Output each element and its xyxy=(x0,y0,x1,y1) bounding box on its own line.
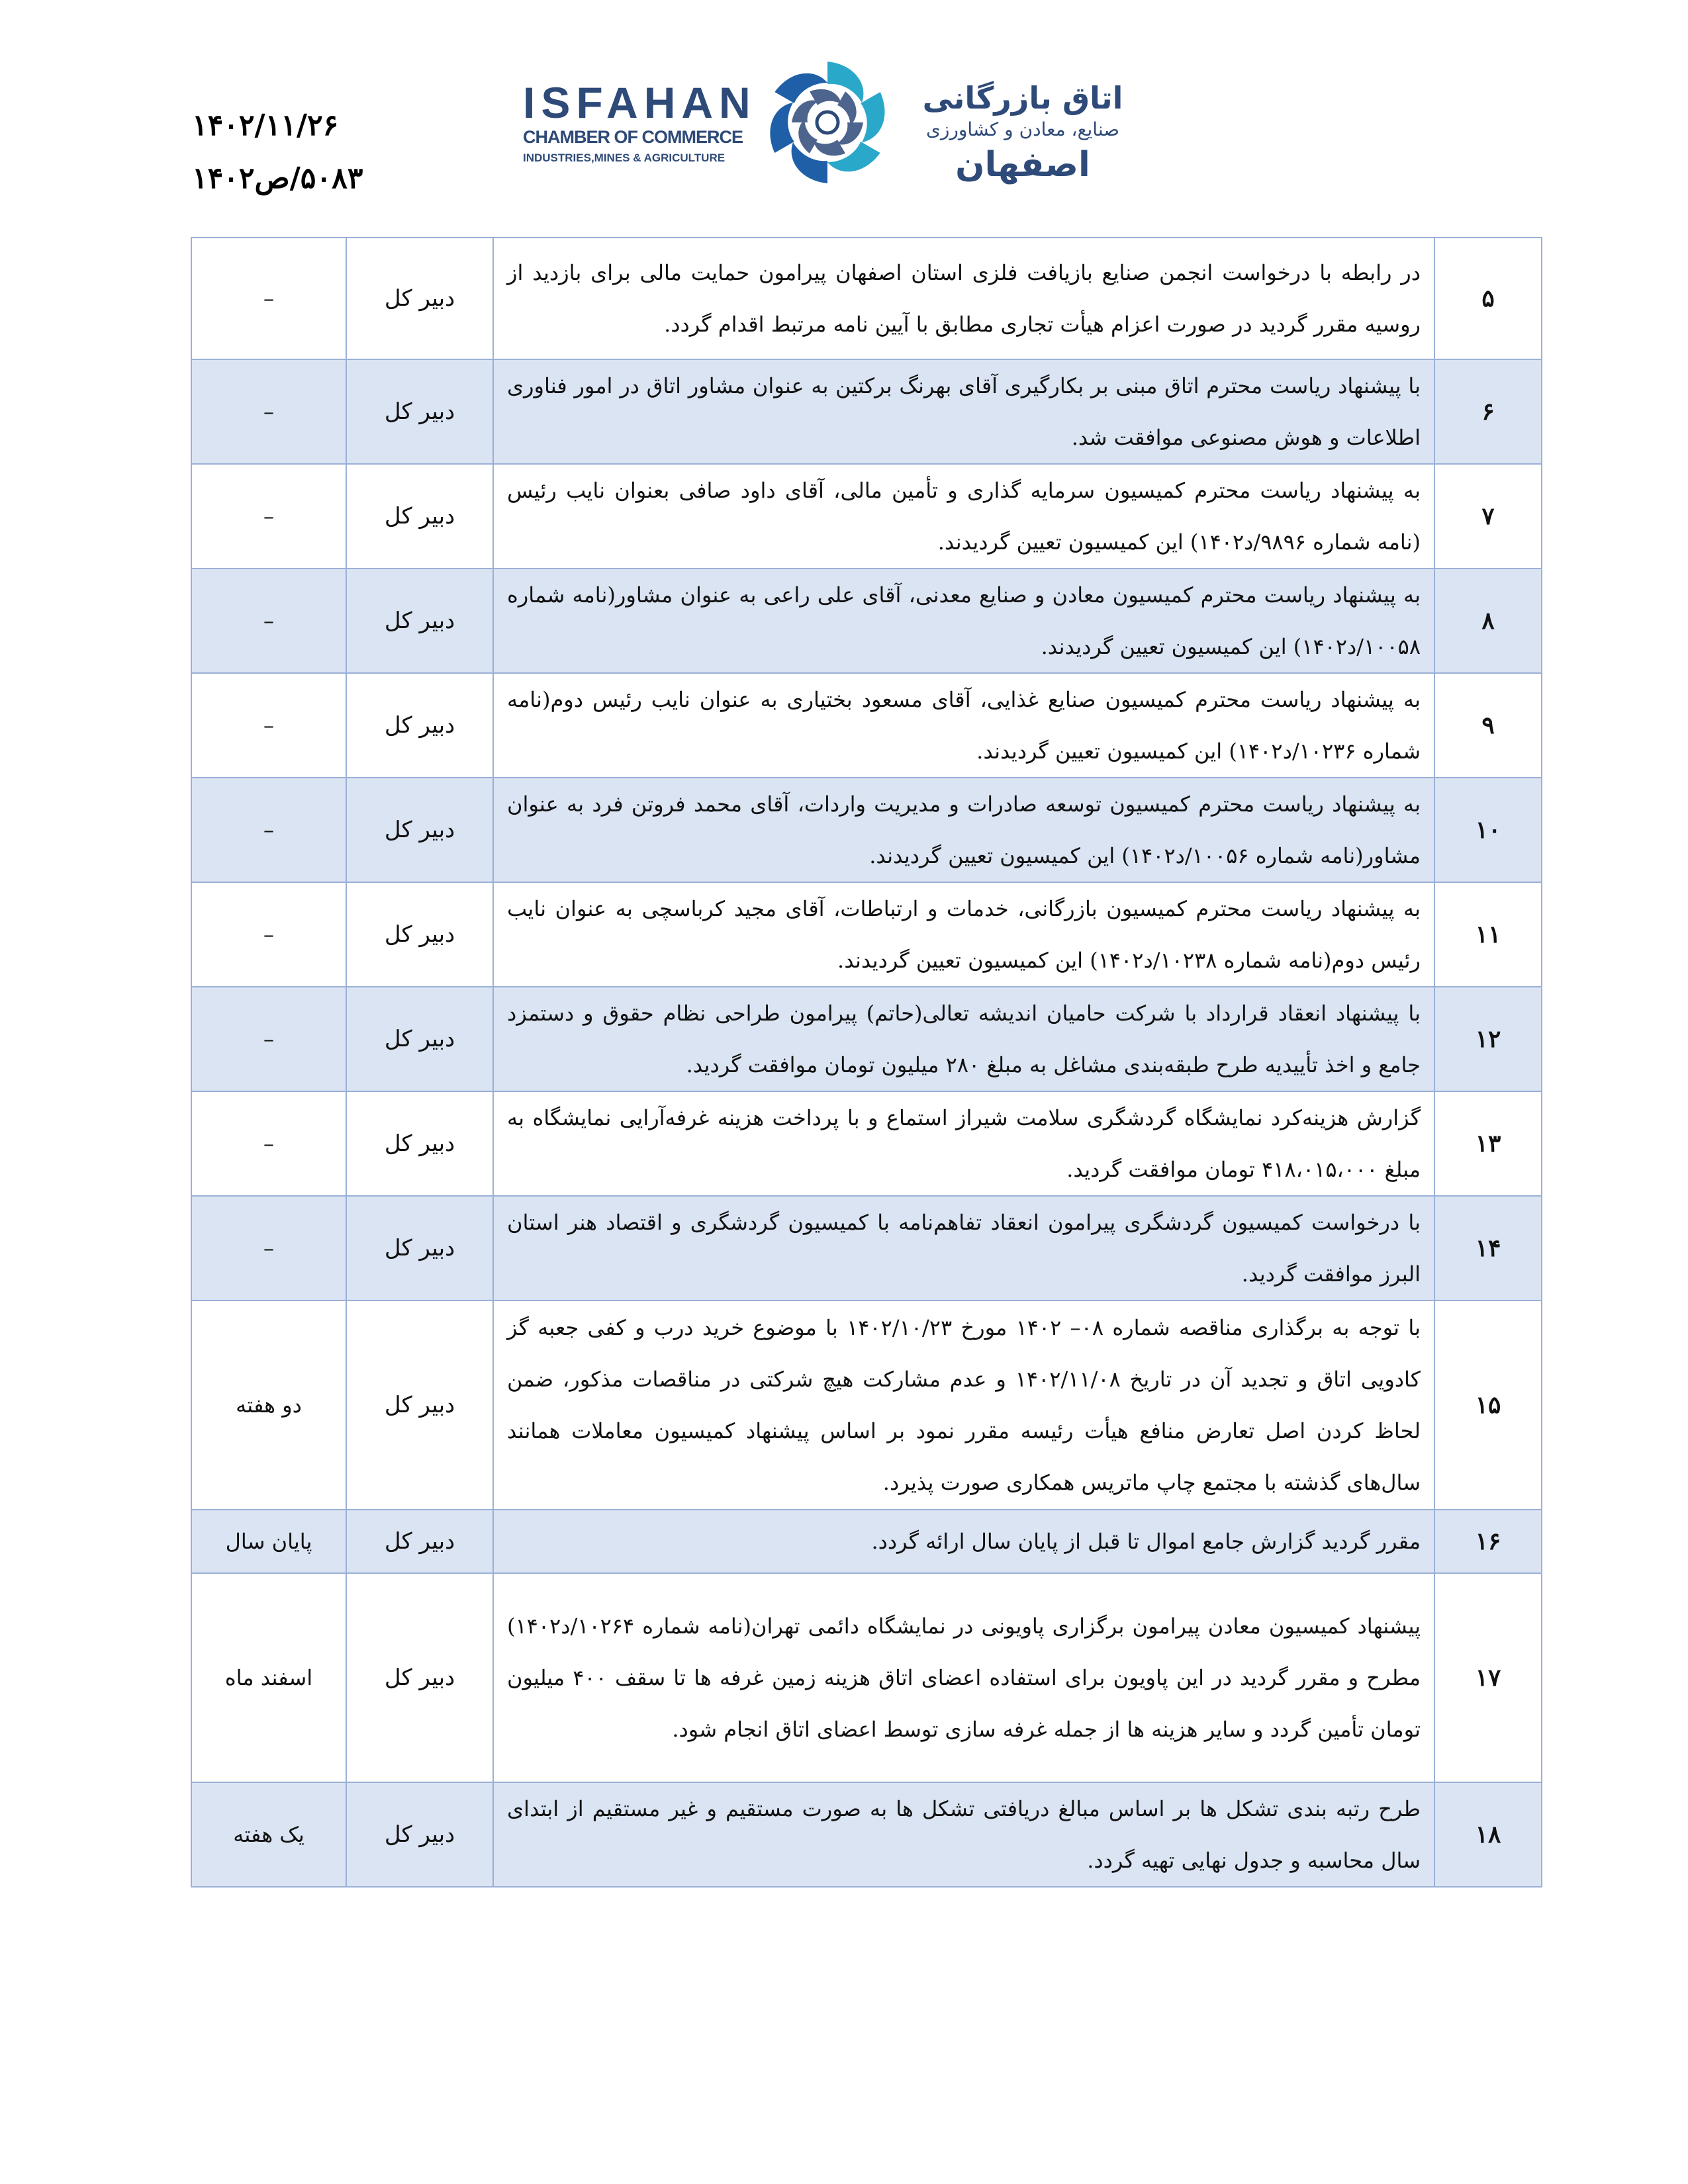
row-deadline: – xyxy=(191,1091,346,1196)
logo-fa-line1: اتاق بازرگانی xyxy=(922,80,1123,116)
row-responsible: دبیر کل xyxy=(346,1091,493,1196)
row-number: ۱۰ xyxy=(1434,778,1542,882)
row-deadline: – xyxy=(191,778,346,882)
row-responsible: دبیر کل xyxy=(346,359,493,464)
row-number: ۸ xyxy=(1434,569,1542,673)
row-responsible: دبیر کل xyxy=(346,1300,493,1510)
row-deadline: – xyxy=(191,882,346,987)
row-responsible: دبیر کل xyxy=(346,238,493,359)
logo-english xyxy=(523,79,761,168)
row-description: طرح رتبه بندی تشکل ها بر اساس مبالغ دریافتی تشکل ها به صورت مستقیم و غیر مستقیم از ابتدای سال محاسبه و جدول نهایی تهیه گردد. xyxy=(493,1782,1434,1887)
row-deadline: دو هفته xyxy=(191,1300,346,1510)
logo-fa-line3: اصفهان xyxy=(955,145,1090,185)
row-responsible: دبیر کل xyxy=(346,778,493,882)
table-row xyxy=(191,778,1542,882)
row-description: با پیشنهاد انعقاد قرارداد با شرکت حامیان اندیشه تعالی(حاتم) پیرامون طراحی نظام حقوق و دستمزد جامع و اخذ تأییدیه طرح طبقه‌بندی مشاغل به مبلغ ۲۸۰ میلیون تومان موافقت گردید. xyxy=(493,987,1434,1091)
row-responsible: دبیر کل xyxy=(346,1782,493,1887)
table-row xyxy=(191,882,1542,987)
row-responsible: دبیر کل xyxy=(346,987,493,1091)
table-row xyxy=(191,987,1542,1091)
table-row xyxy=(191,1782,1542,1887)
row-description: پیشنهاد کمیسیون معادن پیرامون برگزاری پاویونی در نمایشگاه دائمی تهران(نامه شماره ۱۰۲۶۴/د۱۴۰۲) مطرح و مقرر گردید در این پاویون برای استفاده اعضای اتاق هزینه زمین غرفه ها تا سقف ۴۰۰ میلیون تومان تأمین گردد و سایر هزینه ها از جمله غرفه سازی توسط اعضای اتاق انجام شود. xyxy=(493,1573,1434,1782)
row-deadline: پایان سال xyxy=(191,1510,346,1573)
row-description: به پیشنهاد ریاست محترم کمیسیون سرمایه گذاری و تأمین مالی، آقای داود صافی بعنوان نایب رئیس (نامه شماره ۹۸۹۶/د۱۴۰۲) این کمیسیون تعیین گردیدند. xyxy=(493,464,1434,569)
logo-en-line2: CHAMBER OF COMMERCE xyxy=(523,127,743,147)
table-row xyxy=(191,673,1542,778)
logo-fa-line2: صنایع، معادن و کشاورزی xyxy=(925,118,1120,140)
row-responsible: دبیر کل xyxy=(346,1196,493,1300)
row-responsible: دبیر کل xyxy=(346,882,493,987)
row-number: ۷ xyxy=(1434,464,1542,569)
row-responsible: دبیر کل xyxy=(346,1510,493,1573)
table-row xyxy=(191,238,1542,359)
chamber-logo-icon xyxy=(761,56,894,189)
row-description: به پیشنهاد ریاست محترم کمیسیون توسعه صادرات و مدیریت واردات، آقای محمد فروتن فرد به عنوان مشاور(نامه شماره ۱۰۰۵۶/د۱۴۰۲) این کمیسیون تعیین گردیدند. xyxy=(493,778,1434,882)
letter-date: ۱۴۰۲/۱۱/۲۶ xyxy=(192,109,339,142)
row-number: ۱۷ xyxy=(1434,1573,1542,1782)
row-deadline: – xyxy=(191,359,346,464)
row-responsible: دبیر کل xyxy=(346,464,493,569)
resolutions-table xyxy=(191,237,1542,1888)
row-responsible: دبیر کل xyxy=(346,673,493,778)
logo-persian xyxy=(904,79,1142,187)
row-number: ۵ xyxy=(1434,238,1542,359)
row-number: ۱۳ xyxy=(1434,1091,1542,1196)
row-description: به پیشنهاد ریاست محترم کمیسیون معادن و صنایع معدنی، آقای علی راعی به عنوان مشاور(نامه شماره ۱۰۰۵۸/د۱۴۰۲) این کمیسیون تعیین گردیدند. xyxy=(493,569,1434,673)
row-description: به پیشنهاد ریاست محترم کمیسیون صنایع غذایی، آقای مسعود بختیاری به عنوان نایب رئیس دوم(نامه شماره ۱۰۲۳۶/د۱۴۰۲) این کمیسیون تعیین گردیدند. xyxy=(493,673,1434,778)
row-deadline: – xyxy=(191,987,346,1091)
letter-number: ۵۰۸۳/ص۱۴۰۲ xyxy=(192,161,363,195)
letter-meta xyxy=(192,99,363,205)
row-description: با درخواست کمیسیون گردشگری پیرامون انعقاد تفاهم‌نامه با کمیسیون گردشگری و اقتصاد هنر استان البرز موافقت گردید. xyxy=(493,1196,1434,1300)
logo-en-line3: INDUSTRIES,MINES & AGRICULTURE xyxy=(523,152,726,164)
table-row xyxy=(191,359,1542,464)
row-number: ۱۱ xyxy=(1434,882,1542,987)
table-row xyxy=(191,1300,1542,1510)
row-number: ۱۸ xyxy=(1434,1782,1542,1887)
row-number: ۱۲ xyxy=(1434,987,1542,1091)
row-description: به پیشنهاد ریاست محترم کمیسیون بازرگانی، خدمات و ارتباطات، آقای مجید کرباسچی به عنوان نایب رئیس دوم(نامه شماره ۱۰۲۳۸/د۱۴۰۲) این کمیسیون تعیین گردیدند. xyxy=(493,882,1434,987)
row-deadline: – xyxy=(191,1196,346,1300)
row-deadline: – xyxy=(191,569,346,673)
row-responsible: دبیر کل xyxy=(346,569,493,673)
row-responsible: دبیر کل xyxy=(346,1573,493,1782)
logo-en-line1: ISFAHAN xyxy=(523,78,757,127)
row-number: ۶ xyxy=(1434,359,1542,464)
row-deadline: – xyxy=(191,464,346,569)
table-row xyxy=(191,1510,1542,1573)
row-number: ۱۴ xyxy=(1434,1196,1542,1300)
row-deadline: – xyxy=(191,673,346,778)
row-deadline: یک هفته xyxy=(191,1782,346,1887)
row-number: ۹ xyxy=(1434,673,1542,778)
row-number: ۱۶ xyxy=(1434,1510,1542,1573)
row-description: مقرر گردید گزارش جامع اموال تا قبل از پایان سال ارائه گردد. xyxy=(493,1510,1434,1573)
row-description: در رابطه با درخواست انجمن صنایع بازیافت فلزی استان اصفهان پیرامون حمایت مالی برای بازدید از روسیه مقرر گردید در صورت اعزام هیأت تجاری مطابق با آیین نامه مرتبط اقدام گردد. xyxy=(493,238,1434,359)
row-deadline: اسفند ماه xyxy=(191,1573,346,1782)
row-description: گزارش هزینه‌کرد نمایشگاه گردشگری سلامت شیراز استماع و با پرداخت هزینه غرفه‌آرایی نمایشگاه به مبلغ ۴۱۸،۰۱۵،۰۰۰ تومان موافقت گردید. xyxy=(493,1091,1434,1196)
row-number: ۱۵ xyxy=(1434,1300,1542,1510)
table-row xyxy=(191,464,1542,569)
table-row xyxy=(191,569,1542,673)
table-row xyxy=(191,1573,1542,1782)
table-row xyxy=(191,1196,1542,1300)
row-deadline: – xyxy=(191,238,346,359)
row-description: با توجه به برگذاری مناقصه شماره ۰۸– ۱۴۰۲ مورخ ۱۴۰۲/۱۰/۲۳ با موضوع خرید درب و کفی جعبه گز کادویی اتاق و تجدید آن در تاریخ ۱۴۰۲/۱۱/۰۸ و عدم مشارکت هیچ شرکتی در مناقصات مذکور، ضمن لحاظ کردن اصل تعارض منافع هیأت رئیسه مقرر نمود بر اساس پیشنهاد کمیسیون معاملات همانند سال‌های گذشته با مجتمع چاپ ماتریس همکاری صورت پذیرد. xyxy=(493,1300,1434,1510)
row-description: با پیشنهاد ریاست محترم اتاق مبنی بر بکارگیری آقای بهرنگ برکتین به عنوان مشاور اتاق در امور فناوری اطلاعات و هوش مصنوعی موافقت شد. xyxy=(493,359,1434,464)
table-row xyxy=(191,1091,1542,1196)
